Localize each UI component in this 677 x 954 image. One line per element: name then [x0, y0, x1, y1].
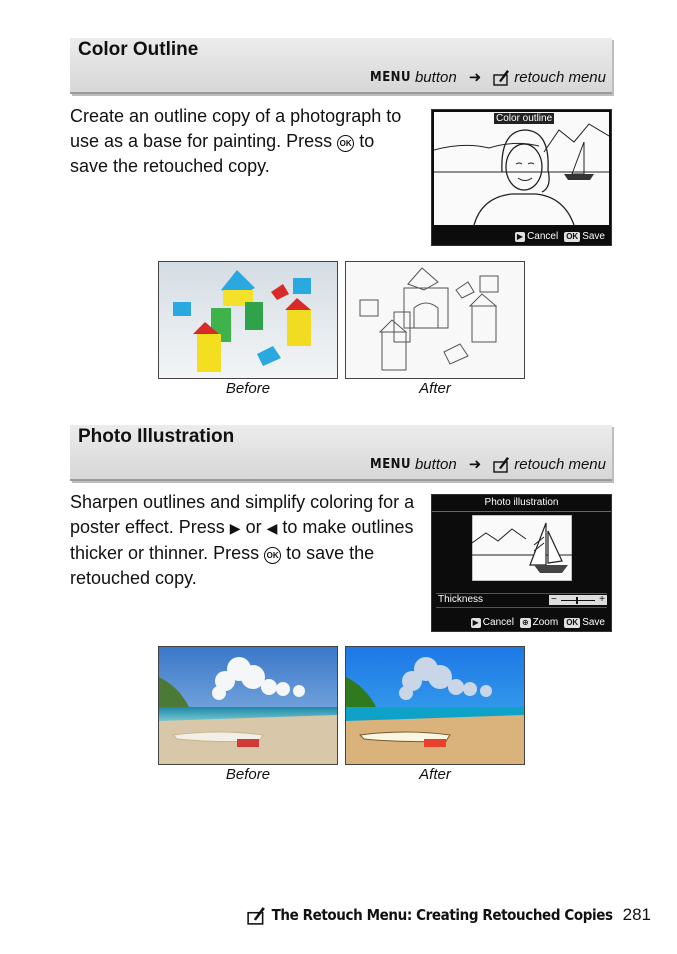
cancel-label: Cancel	[527, 231, 559, 242]
zoom-hint	[520, 617, 558, 628]
before-photo-beach	[158, 646, 338, 765]
save-label: Save	[582, 617, 605, 628]
left-arrow-icon: ◀	[266, 520, 278, 536]
title-divider	[432, 511, 611, 512]
ok-button-icon: OK	[264, 547, 281, 564]
page-footer	[247, 905, 651, 925]
section-header-photo-illustration	[70, 425, 612, 481]
retouch-menu-label: retouch menu	[514, 68, 606, 86]
minus-icon: −	[551, 594, 557, 605]
after-photo-beach	[345, 646, 525, 765]
screen-title: Photo illustration	[484, 497, 559, 508]
description-text: Sharpen outlines and simplify coloring for a poster effect. Press	[70, 492, 415, 537]
footer-title: The Retouch Menu: Creating Retouched Copies	[271, 906, 613, 924]
before-photo-blocks	[158, 261, 338, 379]
zoom-key-icon: ⊕	[521, 618, 529, 627]
after-caption: After	[419, 766, 451, 783]
button-word: button	[414, 455, 457, 473]
slider-handle[interactable]	[576, 597, 578, 604]
playback-key-icon: ▶	[516, 232, 524, 241]
camera-screen-color-outline	[431, 109, 612, 246]
arrow-icon: ➜	[468, 456, 482, 473]
ok-key-icon: OK	[566, 618, 579, 627]
menu-path	[370, 455, 606, 473]
section-header-color-outline	[70, 38, 612, 94]
description-text-end: to save the retouched copy.	[70, 543, 375, 588]
illustrated-beach-image	[346, 647, 524, 764]
after-photo-blocks	[345, 261, 525, 379]
thickness-row[interactable]	[436, 593, 607, 608]
save-hint	[564, 617, 605, 628]
plus-icon: +	[599, 594, 605, 605]
menu-label: MENU	[370, 456, 411, 472]
cancel-hint	[515, 231, 558, 242]
playback-key-icon: ▶	[472, 618, 479, 627]
description-text-middle: to make outlines thicker or thinner. Press	[70, 517, 414, 563]
retouch-icon	[493, 456, 510, 473]
description-text-end: to save the retouched copy.	[70, 131, 375, 176]
arrow-icon: ➜	[468, 69, 482, 86]
beach-image	[159, 647, 337, 764]
retouch-menu-label: retouch menu	[514, 455, 606, 473]
ok-key-icon: OK	[566, 232, 579, 241]
save-hint	[564, 231, 605, 242]
outlined-blocks-image	[346, 262, 524, 378]
page-number: 281	[622, 905, 651, 924]
thickness-label: Thickness	[438, 594, 484, 605]
colored-blocks-image	[159, 262, 337, 378]
section-title: Photo Illustration	[78, 426, 235, 447]
color-outline-description	[70, 104, 415, 179]
camera-screen-photo-illustration	[431, 494, 612, 632]
retouch-icon	[247, 906, 266, 925]
or-word: or	[245, 517, 262, 537]
zoom-label: Zoom	[532, 617, 559, 628]
screen-footer	[471, 617, 605, 628]
cancel-hint	[471, 617, 514, 628]
right-arrow-icon: ▶	[229, 520, 241, 536]
retouch-icon	[493, 69, 510, 86]
menu-label: MENU	[370, 69, 411, 85]
thickness-slider[interactable]	[549, 595, 607, 605]
screen-title: Color outline	[496, 113, 553, 124]
screen-footer	[515, 231, 605, 242]
ok-button-icon: OK	[337, 135, 354, 152]
after-caption: After	[419, 380, 451, 397]
before-caption: Before	[225, 766, 271, 783]
illustration-preview-image	[472, 515, 572, 581]
save-label: Save	[582, 231, 605, 242]
description-text: Create an outline copy of a photograph to use as a base for painting. Press	[70, 106, 402, 151]
outline-preview-image	[434, 112, 609, 225]
button-word: button	[414, 68, 457, 86]
slider-track	[561, 600, 595, 601]
before-caption: Before	[225, 380, 271, 397]
section-title: Color Outline	[78, 39, 199, 60]
photo-illustration-description	[70, 490, 415, 591]
menu-path	[370, 68, 606, 86]
cancel-label: Cancel	[482, 617, 514, 628]
